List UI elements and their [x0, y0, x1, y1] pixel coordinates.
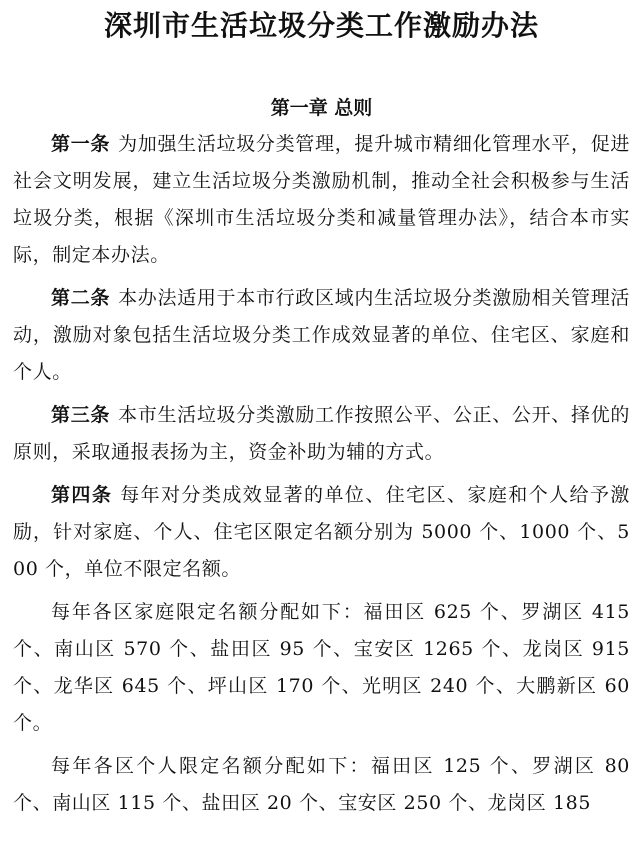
article-text: 本市生活垃圾分类激励工作按照公平、公正、公开、择优的原则，采取通报表扬为主，资金补助为辅的方式。 — [13, 404, 630, 463]
article-text: 本办法适用于本市行政区域内生活垃圾分类激励相关管理活动，激励对象包括生活垃圾分类工作成效显著的单位、住宅区、家庭和个人。 — [13, 287, 630, 383]
article-label: 第二条 — [51, 287, 111, 309]
article-label: 第四条 — [51, 484, 113, 506]
article-paragraph — [13, 126, 630, 274]
article-text: 每年对分类成效显著的单位、住宅区、家庭和个人给予激励，针对家庭、个人、住宅区限定名额分别为 5000 个、1000 个、500 个，单位不限定名额。 — [13, 484, 630, 580]
article-text: 为加强生活垃圾分类管理，提升城市精细化管理水平，促进社会文明发展，建立生活垃圾分类激励机制，推动全社会积极参与生活垃圾分类，根据《深圳市生活垃圾分类和减量管理办法》，结合本市实际，制定本办法。 — [13, 133, 630, 266]
quota-paragraph-individuals — [13, 748, 630, 822]
article-label: 第一条 — [51, 133, 111, 155]
document-title: 深圳市生活垃圾分类工作激励办法 — [103, 9, 539, 42]
quota-text: 每年各区个人限定名额分配如下：福田区 125 个、罗湖区 80 个、南山区 115 个、盐田区 20 个、宝安区 250 个、龙岗区 185 — [13, 755, 630, 814]
article-label: 第三条 — [51, 404, 111, 426]
quota-text: 每年各区家庭限定名额分配如下：福田区 625 个、罗湖区 415 个、南山区 570 个、盐田区 95 个、宝安区 1265 个、龙岗区 915 个、龙华区 645 个、坪山区 170 个、光明区 240 个、大鹏新区 60 个。 — [13, 601, 630, 734]
chapter-heading: 第一章 总则 — [270, 97, 373, 119]
article-paragraph — [13, 280, 630, 391]
article-paragraph — [13, 397, 630, 471]
article-paragraph — [13, 477, 630, 588]
quota-paragraph-households — [13, 594, 630, 742]
